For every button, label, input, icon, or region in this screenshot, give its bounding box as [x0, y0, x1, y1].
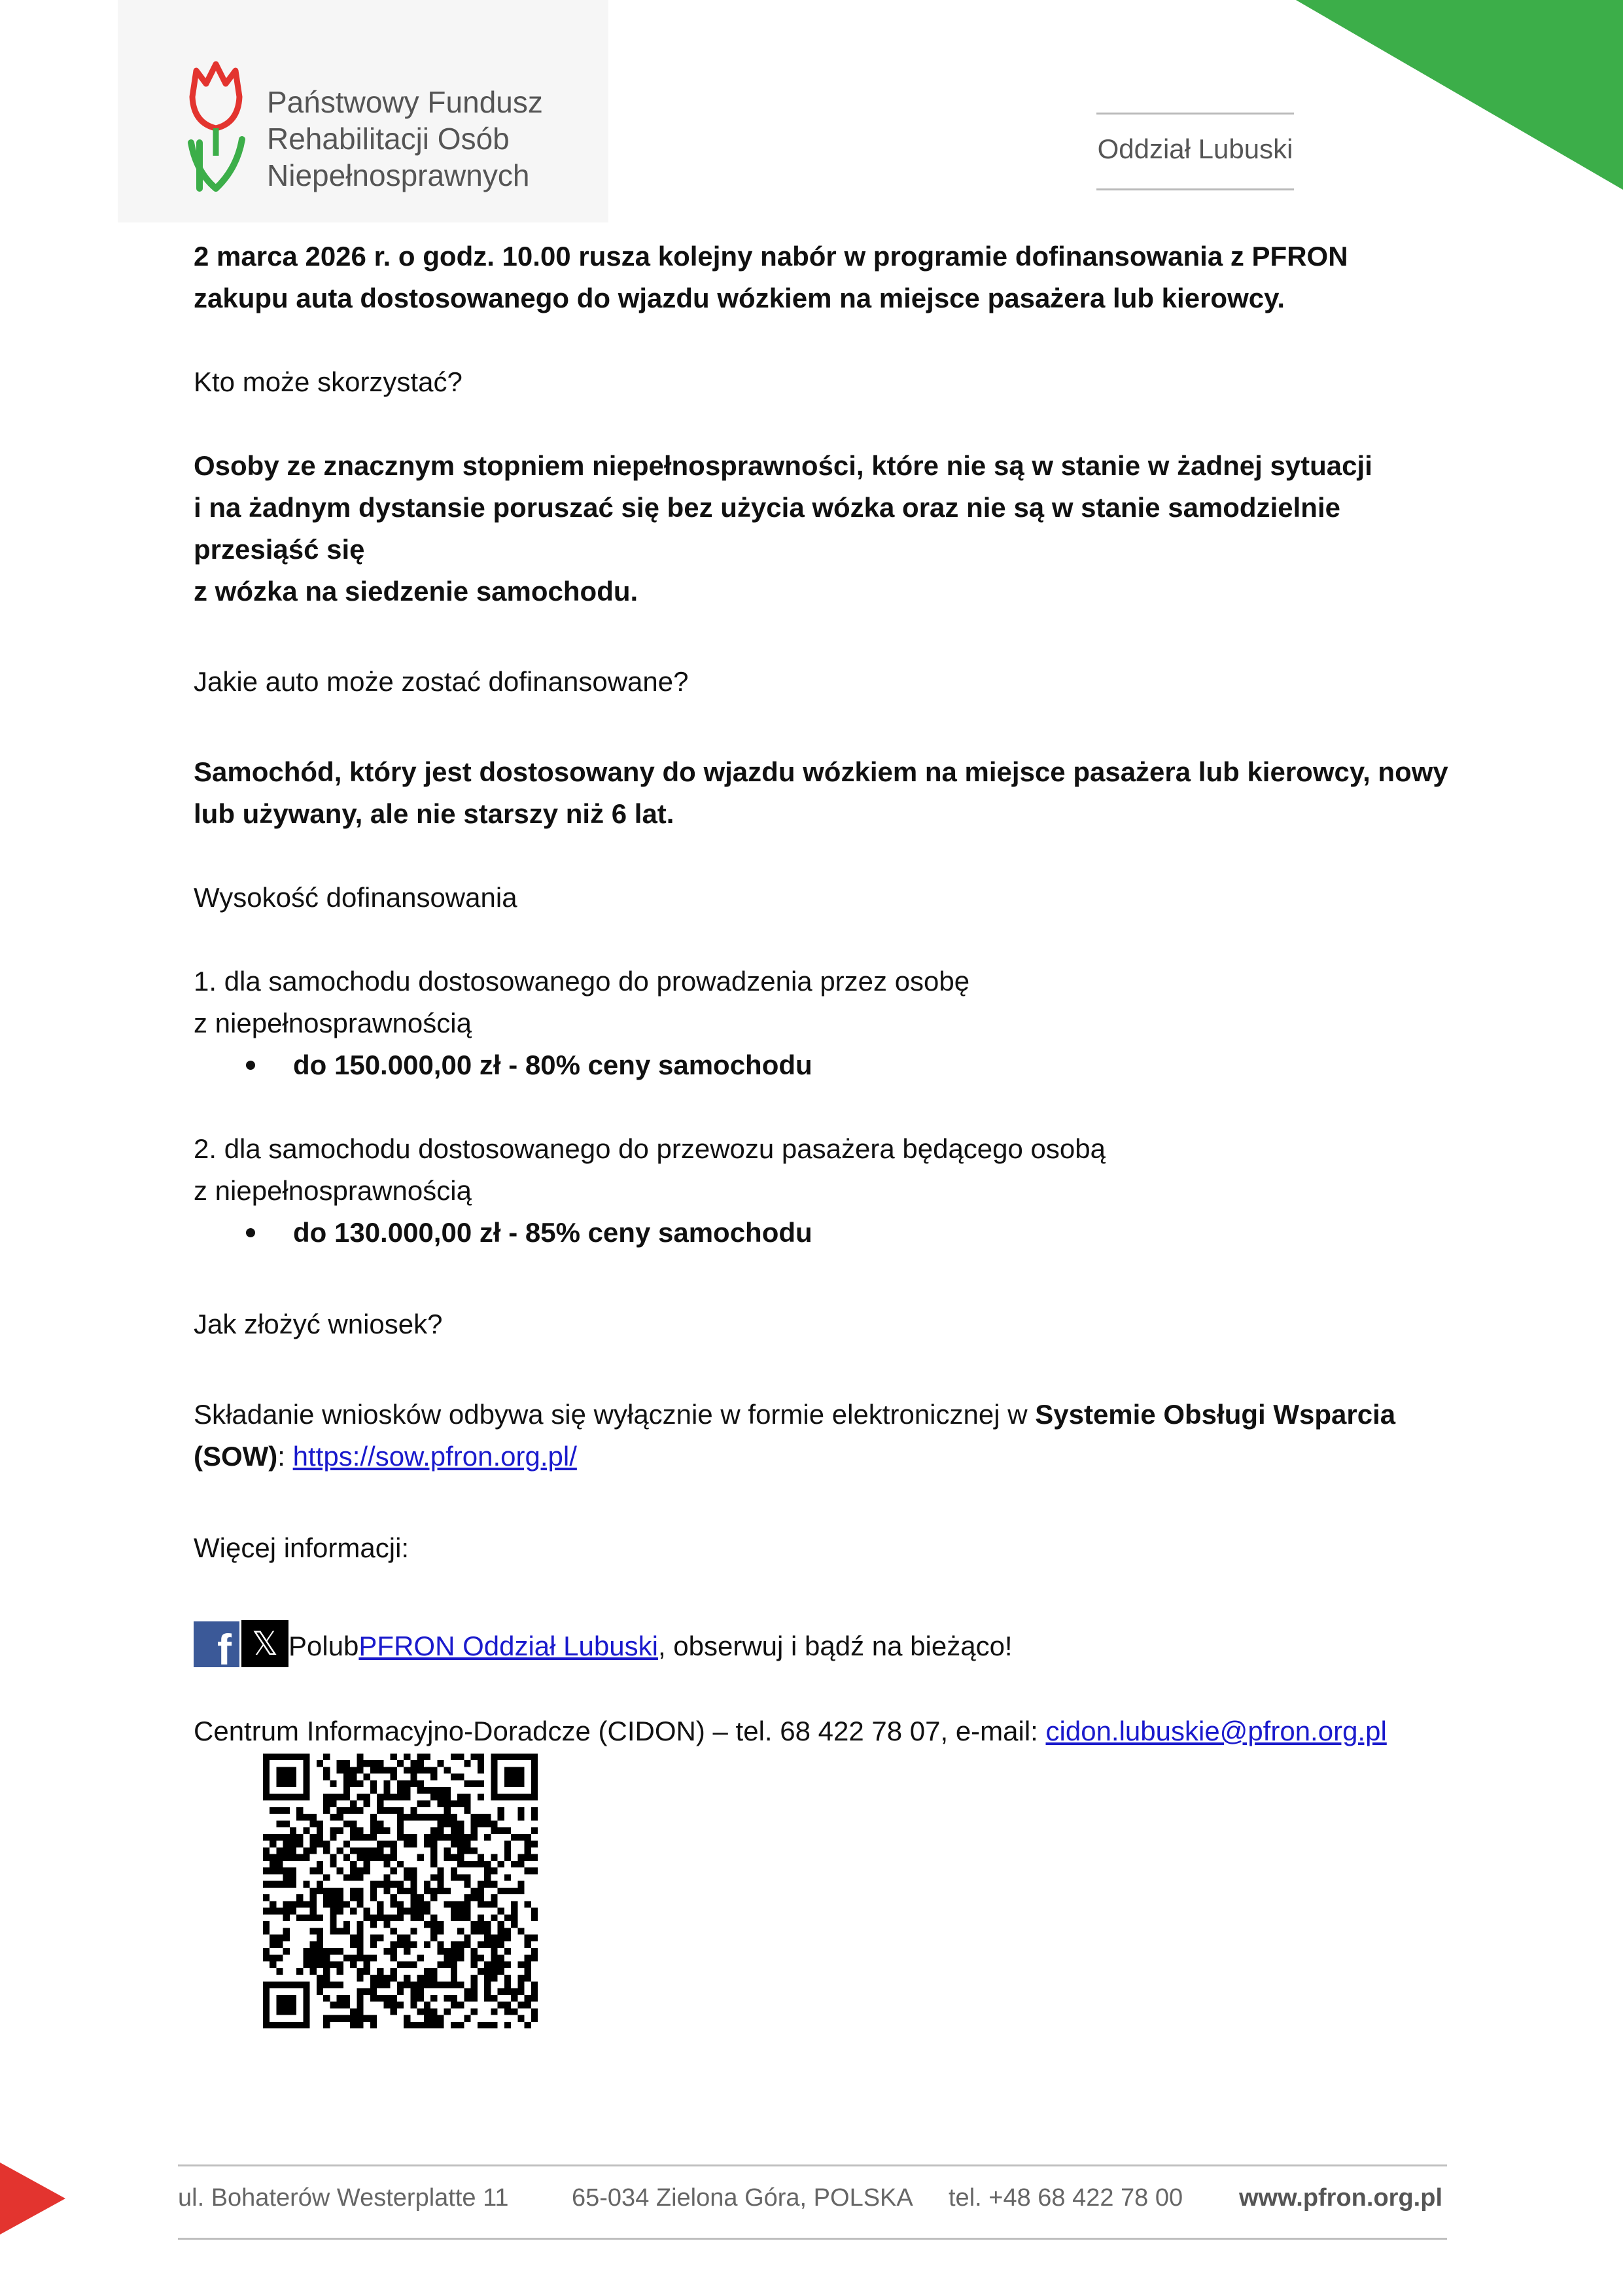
footer-address: ul. Bohaterów Westerplatte 11	[178, 2184, 509, 2212]
amount-item-2-list	[194, 1212, 1450, 1254]
footer-divider-bottom	[178, 2238, 1447, 2240]
question-car: Jakie auto może zostać dofinansowane?	[194, 666, 689, 697]
answer-who-line: i na żadnym dystansie poruszać się bez użycia wózka oraz nie są w stanie samodzielnie przesiąść się	[194, 492, 1340, 565]
amount-item-1-line: z niepełnosprawnością	[194, 1008, 472, 1038]
branch-divider-top	[1096, 113, 1294, 115]
org-name-line-1: Państwowy Fundusz	[267, 85, 543, 119]
branch-name: Oddział Lubuski	[1097, 133, 1293, 164]
organization-name	[267, 84, 543, 194]
social-text-post: , obserwuj i bądź na bieżąco!	[657, 1631, 1013, 1661]
amount-item-1-list	[194, 1044, 1450, 1086]
social-text-pre: Polub	[288, 1631, 359, 1661]
amount-item-1	[194, 961, 1450, 1044]
x-twitter-icon[interactable]: 𝕏	[241, 1620, 288, 1667]
footer-divider-top	[178, 2164, 1447, 2166]
more-info-heading: Więcej informacji:	[194, 1532, 410, 1563]
footer-phone: tel. +48 68 422 78 00	[949, 2184, 1183, 2212]
answer-how	[194, 1394, 1450, 1477]
answer-who-line: Osoby ze znacznym stopniem niepełnosprawności, które nie są w stanie w żadnej sytuacji	[194, 450, 1372, 481]
answer-car: Samochód, który jest dostosowany do wjazdu wózkiem na miejsce pasażera lub kierowcy, nowy lub używany, ale nie starszy niż 6 lat.	[194, 756, 1448, 829]
cidon-email-link[interactable]: cidon.lubuskie@pfron.org.pl	[1045, 1716, 1387, 1746]
answer-who	[194, 445, 1450, 612]
branch-divider-bottom	[1096, 188, 1294, 190]
pfron-tulip-logo-icon	[177, 58, 255, 195]
amount-item-2-line: 2. dla samochodu dostosowanego do przewozu pasażera będącego osobą	[194, 1133, 1106, 1164]
answer-how-text: Składanie wniosków odbywa się wyłącznie w formie elektronicznej w	[194, 1399, 1036, 1430]
pfron-lubuski-link[interactable]: PFRON Oddział Lubuski	[358, 1631, 658, 1661]
contact-text: Centrum Informacyjno-Doradcze (CIDON) – tel. 68 422 78 07, e-mail:	[194, 1716, 1046, 1746]
footer-city: 65-034 Zielona Góra, POLSKA	[572, 2184, 913, 2212]
question-amount: Wysokość dofinansowania	[194, 882, 517, 913]
org-name-line-3: Niepełnosprawnych	[267, 158, 530, 192]
answer-how-separator: :	[277, 1441, 293, 1472]
facebook-icon[interactable]: f	[194, 1621, 239, 1667]
amount-item-1-bullet: do 150.000,00 zł - 80% ceny samochodu	[194, 1044, 1450, 1086]
social-row	[194, 1620, 1450, 1674]
question-who: Kto może skorzystać?	[194, 366, 462, 397]
amount-item-2-line: z niepełnosprawnością	[194, 1175, 472, 1206]
intro-paragraph: 2 marca 2026 r. o godz. 10.00 rusza kolejny nabór w programie dofinansowania z PFRON zakupu auta dostosowanego do wjazdu wózkiem na miejsce pasażera lub kierowcy.	[194, 241, 1348, 313]
question-how: Jak złożyć wniosek?	[194, 1309, 443, 1339]
red-corner-decoration	[0, 2163, 65, 2234]
amount-item-2-bullet: do 130.000,00 zł - 85% ceny samochodu	[194, 1212, 1450, 1254]
announcement-body	[194, 236, 1450, 1752]
answer-who-line: z wózka na siedzenie samochodu.	[194, 576, 638, 607]
footer-website[interactable]: www.pfron.org.pl	[1239, 2184, 1442, 2212]
org-name-line-2: Rehabilitacji Osób	[267, 122, 510, 156]
sow-link[interactable]: https://sow.pfron.org.pl/	[292, 1441, 577, 1472]
sow-system-name: Systemie Obsługi Wsparcia (SOW)	[194, 1399, 1396, 1472]
contact-line	[194, 1710, 1450, 1752]
amount-item-1-line: 1. dla samochodu dostosowanego do prowadzenia przez osobę	[194, 966, 970, 997]
amount-item-2	[194, 1128, 1450, 1212]
qr-code-icon[interactable]	[263, 1754, 538, 2028]
green-corner-decoration	[1296, 0, 1623, 190]
